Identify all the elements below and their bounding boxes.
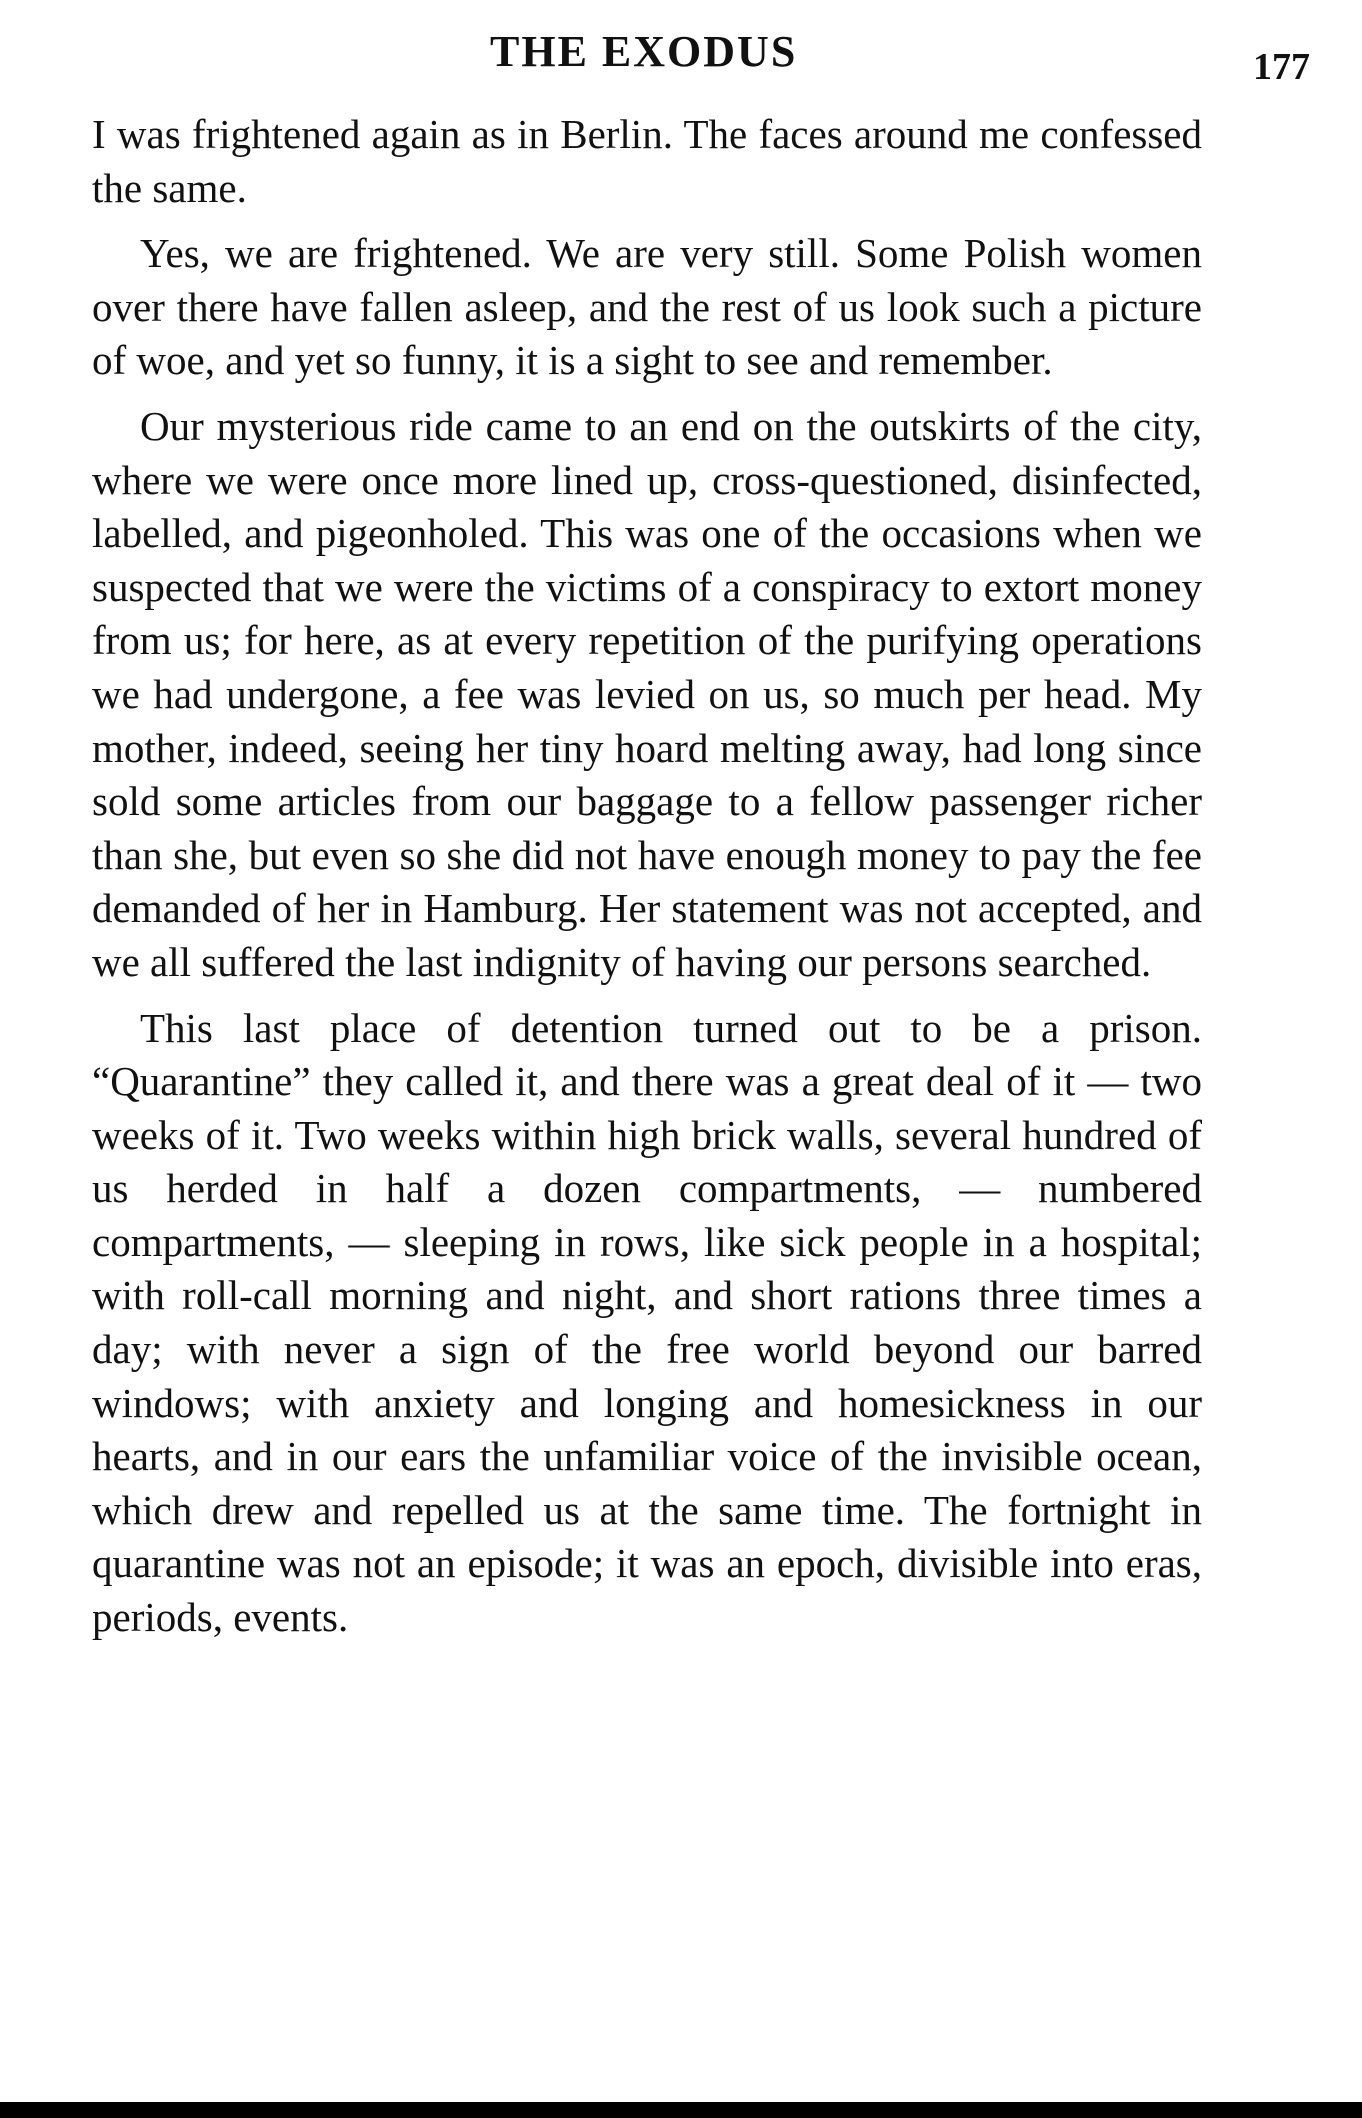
body-text — [92, 108, 1202, 1657]
running-title: THE EXODUS — [490, 27, 798, 76]
bottom-border — [0, 2102, 1362, 2118]
page-number: 177 — [1253, 46, 1310, 88]
paragraph-3: Our mysterious ride came to an end on the outskirts of the city, where we were once more lined up, cross-questioned, disinfected, labelled, and pigeonholed. This was one of the occasions when we suspected that we were the victims of a conspiracy to extort money from us; for here, as at every repetition of the purifying operations we had undergone, a fee was levied on us, so much per head. My mother, indeed, seeing her tiny hoard melting away, had long since sold some articles from our baggage to a fellow passenger richer than she, but even so she did not have enough money to pay the fee demanded of her in Hamburg. Her statement was not accepted, and we all suffered the last indignity of having our persons searched. — [92, 402, 1202, 985]
paragraph-1: I was frightened again as in Berlin. The faces around me confessed the same. — [92, 111, 1202, 211]
running-head — [0, 22, 1310, 92]
paragraph-4: This last place of detention turned out to be a prison. “Quarantine” they called it, and there was a great deal of it — two weeks of it. Two weeks within high brick walls, several hundred of us herded in half a dozen compartments, — numbered compartments, — sleeping in rows, like sick people in a hospital; with roll-call morning and night, and short rations three times a day; with never a sign of the free world beyond our barred windows; with anxiety and longing and homesickness in our hearts, and in our ears the unfamiliar voice of the invisible ocean, which drew and repelled us at the same time. The fortnight in quarantine was not an episode; it was an epoch, divisible into eras, periods, events. — [92, 1004, 1202, 1641]
paragraph-2: Yes, we are frightened. We are very still. Some Polish women over there have fallen asleep, and the rest of us look such a picture of woe, and yet so funny, it is a sight to see and remember. — [92, 230, 1202, 384]
